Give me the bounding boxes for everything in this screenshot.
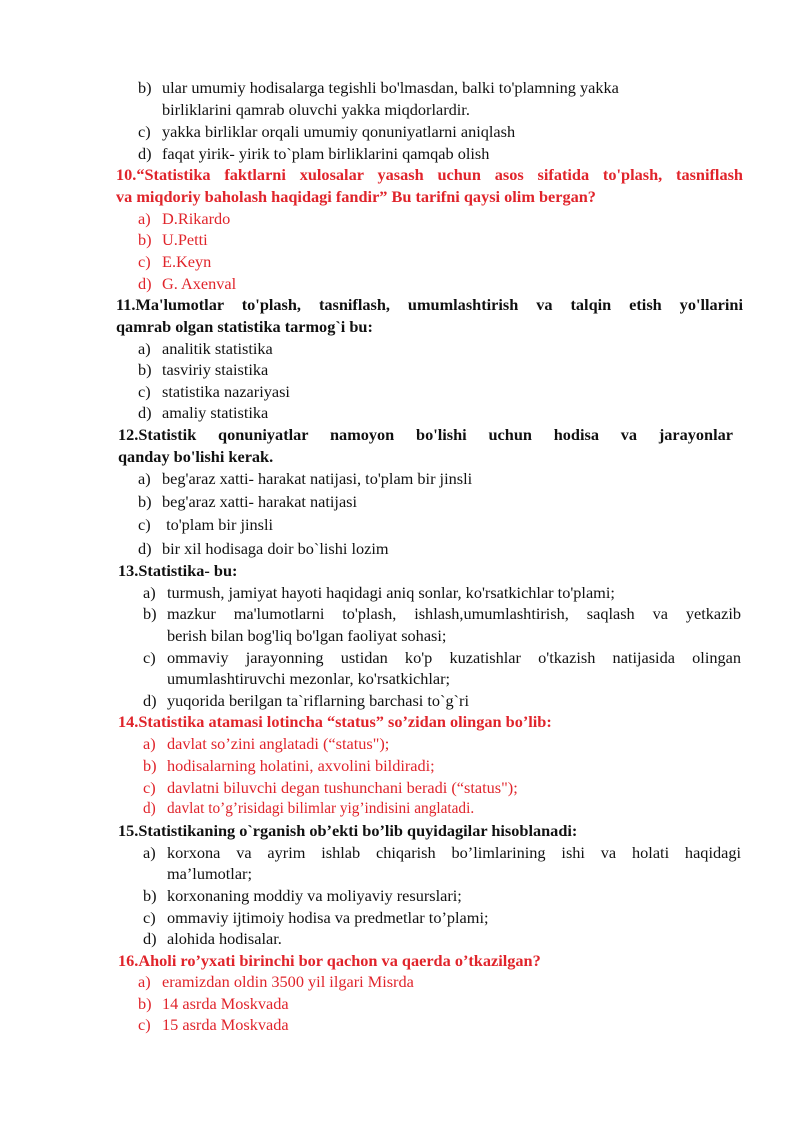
option-text: faqat yirik- yirik to`plam birliklarini qamqab olish [162,144,490,163]
q13-option-c [143,648,741,668]
q12-option-a [138,469,472,489]
option-marker: c) [143,778,156,797]
option-text: davlat so’zini anglatadi (“status"); [167,734,390,753]
q9-option-b-continuation: birliklarini qamrab oluvchi yakka miqdorlardir. [162,100,470,119]
option-marker: d) [138,274,152,293]
q10-option-a [138,209,230,229]
option-text: ular umumiy hodisalarga tegishli bo'lmasdan, balki to'plamning yakka [162,78,619,97]
option-text: davlat to’g’risidagi bilimlar yig’indisini anglatadi. [167,800,475,817]
q16-option-a [138,972,414,992]
option-marker: c) [138,1015,151,1034]
q14-option-b [143,756,435,776]
q16-question: 16.Aholi ro’yxati birinchi bor qachon va qaerda o’tkazilgan? [118,951,541,970]
q12-question: 12.Statistik qonuniyatlar namoyon bo'lishi uchun hodisa va jarayonlar [118,425,733,444]
option-text: D.Rikardo [162,209,231,228]
q13-option-b [143,604,741,624]
option-marker: a) [138,339,151,358]
q13-option-b-continuation: berish bilan bog'liq bo'lgan faoliyat sohasi; [167,626,447,645]
option-text: hodisalarning holatini, axvolini bildiradi; [167,756,435,775]
option-marker: c) [138,122,151,141]
option-marker: a) [138,469,151,488]
q11-option-b [138,360,268,380]
q14-question: 14.Statistika atamasi lotincha “status” so’zidan olingan bo’lib: [118,712,552,731]
option-text: turmush, jamiyat hayoti haqidagi aniq sonlar, ko'rsatkichlar to'plami; [167,583,615,602]
q14-option-d [143,799,474,819]
option-marker: b) [138,78,152,97]
option-marker: a) [143,734,156,753]
option-marker: b) [143,756,157,775]
option-text: bir xil hodisaga doir bo`lishi lozim [162,539,389,558]
q13-option-a [143,583,615,603]
option-marker: c) [138,382,151,401]
q11-option-c [138,382,290,402]
q15-question: 15.Statistikaning o`rganish ob’ekti bo’lib quyidagilar hisoblanadi: [118,821,578,840]
option-text: alohida hodisalar. [167,929,282,948]
q13-option-d [143,691,469,711]
option-marker: b) [138,492,152,511]
q13-option-c-continuation: umumlashtiruvchi mezonlar, ko'rsatkichlar; [167,669,451,688]
option-text: davlatni biluvchi degan tushunchani beradi (“status"); [167,778,518,797]
option-marker: d) [143,929,157,948]
q11-question: 11.Ma'lumotlar to'plash, tasniflash, umumlashtirish va talqin etish yo'llarini [116,295,743,314]
option-text: to'plam bir jinsli [162,515,274,534]
option-marker: d) [138,539,152,558]
option-marker: b) [138,230,152,249]
option-marker: a) [138,972,151,991]
q14-option-a [143,734,389,754]
option-text: tasviriy staistika [162,360,269,379]
option-text: 14 asrda Moskvada [162,994,289,1013]
option-marker: b) [138,360,152,379]
option-text: mazkur ma'lumotlarni to'plash, ishlash,umumlashtirish, saqlash va yetkazib [167,604,741,623]
q15-option-a-continuation: ma’lumotlar; [167,864,252,883]
q16-option-b [138,994,289,1014]
q10-option-b [138,230,208,250]
option-marker: a) [143,843,156,862]
option-text: yuqorida berilgan ta`riflarning barchasi to`g`ri [167,691,469,710]
option-text: statistika nazariyasi [162,382,290,401]
q15-option-c [143,908,489,928]
q15-option-b [143,886,462,906]
option-marker: c) [138,252,151,271]
q12-option-b [138,492,357,512]
option-text: ommaviy ijtimoiy hodisa va predmetlar to’plami; [167,908,489,927]
option-text: analitik statistika [162,339,273,358]
q12-option-c [138,515,273,535]
option-marker: d) [138,144,152,163]
option-text: korxona va ayrim ishlab chiqarish bo’limlarining ishi va holati haqidagi [167,843,741,862]
q10-option-c [138,252,211,272]
option-text: eramizdan oldin 3500 yil ilgari Misrda [162,972,414,991]
q9-option-c [138,122,515,142]
q9-option-b [138,78,619,98]
option-text: beg'araz xatti- harakat natijasi, to'plam bir jinsli [162,469,473,488]
option-marker: d) [143,691,157,710]
q12-option-d [138,539,389,559]
q15-option-d [143,929,282,949]
q16-option-c [138,1015,289,1035]
option-text: 15 asrda Moskvada [162,1015,289,1034]
option-marker: d) [143,800,156,817]
option-text: U.Petti [162,230,208,249]
option-marker: c) [143,908,156,927]
q14-option-c [143,778,518,798]
option-text: G. Axenval [162,274,237,293]
q11-option-d [138,403,268,423]
q12-question-continuation: qanday bo'lishi kerak. [118,447,274,466]
q11-question-continuation: qamrab olgan statistika tarmog`i bu: [116,317,373,336]
option-marker: a) [143,583,156,602]
option-text: korxonaning moddiy va moliyaviy resurslari; [167,886,462,905]
option-text: yakka birliklar orqali umumiy qonuniyatlarni aniqlash [162,122,516,141]
option-marker: b) [143,886,157,905]
q10-question: 10.“Statistika faktlarni xulosalar yasash uchun asos sifatida to'plash, tasniflash [116,165,743,184]
option-text: amaliy statistika [162,403,269,422]
q15-option-a [143,843,741,863]
q11-option-a [138,339,273,359]
q10-option-d [138,274,236,294]
option-text: E.Keyn [162,252,212,271]
option-marker: d) [138,403,152,422]
option-text: ommaviy jarayonning ustidan ko'p kuzatishlar o'tkazish natijasida olingan [167,648,741,667]
option-marker: c) [138,515,151,534]
option-marker: c) [143,648,156,667]
q9-option-d [138,144,489,164]
q10-question-continuation: va miqdoriy baholash haqidagi fandir” Bu tarifni qaysi olim bergan? [116,187,596,206]
option-marker: a) [138,209,151,228]
option-marker: b) [138,994,152,1013]
option-marker: b) [143,604,157,623]
option-text: beg'araz xatti- harakat natijasi [162,492,358,511]
q13-question: 13.Statistika- bu: [118,561,238,580]
